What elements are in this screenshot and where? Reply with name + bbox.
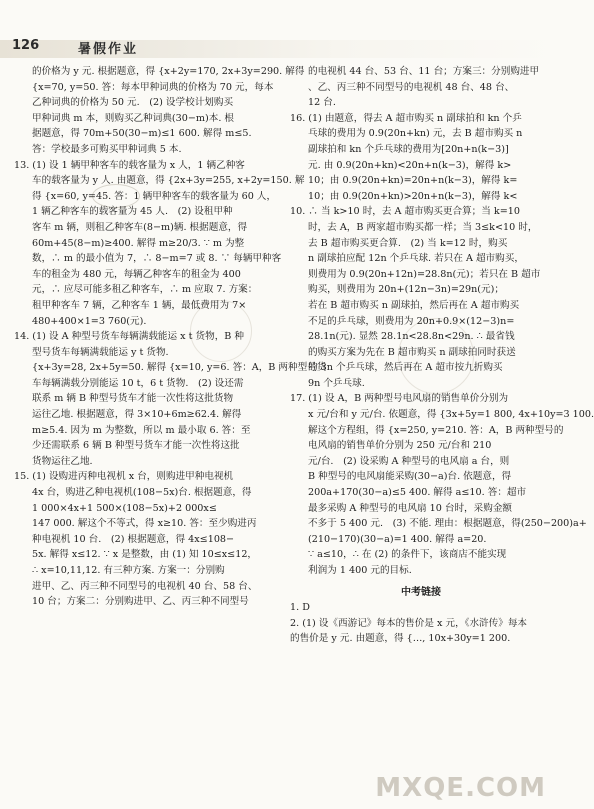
text-line: 乓球的费用为 0.9(20n+kn) 元，去 B 超市购买 n bbox=[308, 128, 523, 140]
text-line: 元. 由 0.9(20n+kn)<20n+n(k−3)，解得 k> bbox=[308, 159, 512, 171]
text-line: 车每辆满载分别能运 10 t，6 t 货物. (2) 设还需 bbox=[32, 377, 244, 389]
text-line: 数，∴ m 的最小值为 7，∴ 8−m=7 或 8. ∵ 每辆甲种客 bbox=[32, 253, 282, 265]
watermark-text: MXQE.COM bbox=[375, 773, 546, 803]
text-line: 5x. 解得 x≤12. ∵ x 是整数，由 (1) 知 10≤x≤12， bbox=[32, 549, 258, 561]
text-line: 利润为 1 400 元的目标. bbox=[308, 565, 412, 576]
text-line: 进甲、乙、丙三种不同型号的电视机 40 台、58 台、 bbox=[32, 580, 258, 592]
text-line: 车的租金为 480 元，每辆乙种客车的租金为 400 bbox=[32, 268, 241, 280]
text-line: 最多采购 A 种型号的电风扇 10 台时，采购金额 bbox=[308, 502, 513, 514]
text-line: 14. (1) 设 A 种型号货车每辆满载能运 x t 货物，B 种 bbox=[14, 331, 244, 343]
text-line: 2. (1) 设《西游记》每本的售价是 x 元，《水浒传》每本 bbox=[290, 617, 528, 629]
text-line: B 种型号的电风扇能采购(30−a)台. 依题意，得 bbox=[308, 471, 512, 483]
text-line: 60m+45(8−m)≥400. 解得 m≥20/3. ∵ m 为整 bbox=[32, 237, 245, 249]
text-line: n 副球拍应配 12n 个乒乓球. 若只在 A 超市购买， bbox=[308, 253, 524, 265]
text-line: 答：学校最多可购买甲种词典 5 本. bbox=[32, 143, 182, 155]
text-line: 客车 m 辆，则租乙种客车(8−m)辆. 根据题意，得 bbox=[32, 221, 248, 233]
text-line: 少还需联系 6 辆 B 种型号货车才能一次性将这批 bbox=[32, 440, 240, 452]
text-line: 16. (1) 由题意，得去 A 超市购买 n 副球拍和 kn 个乒 bbox=[290, 112, 522, 124]
text-line: 、乙、丙三种不同型号的电视机 48 台、48 台、 bbox=[308, 81, 515, 93]
text-line: 电风扇的销售单价分别为 250 元/台和 210 bbox=[308, 440, 492, 452]
text-line: {x+3y=28, 2x+5y=50. 解得 {x=10, y=6. 答：A，B 两种型号货 bbox=[32, 362, 327, 374]
text-line: 的价格为 y 元. 根据题意，得 {x+2y=170, 2x+3y=290. 解得 bbox=[32, 66, 305, 77]
text-line: 1 辆乙种客车的载客量为 45 人. (2) 设租甲种 bbox=[32, 206, 233, 218]
text-line: 10；由 0.9(20n+kn)=20n+n(k−3)，解得 k= bbox=[308, 175, 518, 187]
text-line: ∵ a≤10，∴ 在 (2) 的条件下，该商店不能实现 bbox=[308, 549, 507, 561]
text-line: 运往乙地. 根据题意，得 3×10+6m≥62.4. 解得 bbox=[32, 409, 242, 421]
text-line: 甲种词典 m 本，则购买乙种词典(30−m)本. 根 bbox=[32, 112, 235, 124]
text-line: 种电视机 10 台. (2) 根据题意，得 4x≤108− bbox=[32, 533, 235, 545]
text-line: 副球拍和 kn 个乒乓球的费用为[20n+n(k−3)] bbox=[308, 143, 509, 155]
text-line: 不足的乒乓球，则费用为 20n+0.9×(12−3)n= bbox=[308, 315, 515, 327]
text-line: 货物运往乙地. bbox=[32, 455, 93, 467]
page-header bbox=[0, 0, 560, 60]
text-line: 10；由 0.9(20n+kn)>20n+n(k−3)，解得 k< bbox=[308, 190, 518, 202]
text-line: 4x 台，购进乙种电视机(108−5x)台. 根据题意，得 bbox=[32, 487, 252, 499]
text-line: 时，去 A，B 两家超市购买都一样；当 3≤k<10 时， bbox=[308, 221, 538, 233]
text-line: {x=70, y=50. 答：每本甲种词典的价格为 70 元，每本 bbox=[32, 81, 274, 93]
text-line: 480+400×1=3 760(元). bbox=[32, 315, 147, 327]
text-line: 租甲种客车 7 辆，乙种客车 1 辆，最低费用为 7× bbox=[32, 299, 247, 311]
text-line: 购买，则费用为 20n+(12n−3n)=29n(元)； bbox=[308, 284, 504, 296]
text-line: 的购买方案为先在 B 超市购买 n 副球拍同时获送 bbox=[308, 346, 516, 358]
text-line: 型号货车每辆满载能运 y t 货物. bbox=[32, 346, 169, 358]
text-line: 200a+170(30−a)≤5 400. 解得 a≤10. 答：超市 bbox=[308, 487, 527, 499]
text-line: x 元/台和 y 元/台. 依题意，得 {3x+5y=1 800, 4x+10y=3 100. bbox=[308, 409, 594, 421]
text-line: 17. (1) 设 A，B 两种型号电风扇的销售单价分别为 bbox=[290, 393, 509, 405]
text-line: 10. ∴ 当 k>10 时，去 A 超市购买更合算；当 k=10 bbox=[290, 206, 520, 218]
page-number: 126 bbox=[12, 38, 40, 53]
text-line: m≥5.4. 因为 m 为整数，所以 m 最小取 6. 答：至 bbox=[32, 424, 251, 436]
text-line: 车的载客量为 y 人. 由题意，得 {2x+3y=255, x+2y=150. 解 bbox=[32, 175, 305, 187]
text-line: 若在 B 超市购买 n 副球拍，然后再在 A 超市购买 bbox=[308, 299, 520, 311]
header-title: 暑假作业 bbox=[78, 42, 139, 57]
text-line: ∴ x=10,11,12. 有三种方案. 方案一：分别购 bbox=[32, 565, 225, 576]
text-line: 28.1n(元). 显然 28.1n<28.8n<29n. ∴ 最省钱 bbox=[308, 331, 515, 343]
text-line: 解这个方程组，得 {x=250, y=210. 答：A，B 两种型号的 bbox=[308, 424, 564, 436]
text-line: 去 B 超市购买更合算. (2) 当 k=12 时，购买 bbox=[308, 237, 508, 249]
text-line: 不多于 5 400 元. (3) 不能. 理由：根据题意，得(250−200)a+ bbox=[308, 518, 587, 530]
text-line: 元/台. (2) 设采购 A 种型号的电风扇 a 台，则 bbox=[308, 455, 510, 467]
text-line: 15. (1) 设购进丙种电视机 x 台，则购进甲种电视机 bbox=[14, 471, 234, 483]
text-line: 1. D bbox=[290, 602, 310, 614]
text-line: 的电视机 44 台、53 台、11 台；方案三：分别购进甲 bbox=[308, 66, 540, 77]
text-line: 9n 个乒乓球. bbox=[308, 377, 365, 389]
section-title: 中考链接 bbox=[401, 586, 441, 598]
text-line: 乙种词典的价格为 50 元. (2) 设学校计划购买 bbox=[32, 97, 234, 109]
text-line: 的售价是 y 元. 由题意，得 {…, 10x+30y=1 200. bbox=[290, 633, 511, 645]
text-line: 147 000. 解这个不等式，得 x≥10. 答：至少购进丙 bbox=[32, 518, 257, 530]
text-line: 得 {x=60, y=45. 答：1 辆甲种客车的载客量为 60 人， bbox=[32, 190, 277, 202]
text-line: (210−170)(30−a)=1 400. 解得 a=20. bbox=[308, 533, 487, 545]
text-line: 1 000×4x+1 500×(108−5x)+2 000x≤ bbox=[32, 502, 217, 514]
text-line: 联系 m 辆 B 种型号货车才能一次性将这批货物 bbox=[32, 393, 234, 405]
text-line: 的 3n 个乒乓球，然后再在 A 超市按九折购买 bbox=[308, 362, 503, 374]
text-line: 12 台. bbox=[308, 97, 336, 109]
text-line: 10 台；方案二：分别购进甲、乙、丙三种不同型号 bbox=[32, 596, 249, 608]
text-line: 据题意，得 70m+50(30−m)≤1 600. 解得 m≤5. bbox=[32, 128, 252, 140]
text-line: 元，∴ 应尽可能多租乙种客车，∴ m 应取 7. 方案： bbox=[32, 284, 258, 296]
text-line: 13. (1) 设 1 辆甲种客车的载客量为 x 人，1 辆乙种客 bbox=[14, 159, 245, 171]
text-line: 则费用为 0.9(20n+12n)=28.8n(元)；若只在 B 超市 bbox=[308, 268, 541, 280]
right-column bbox=[290, 64, 594, 647]
